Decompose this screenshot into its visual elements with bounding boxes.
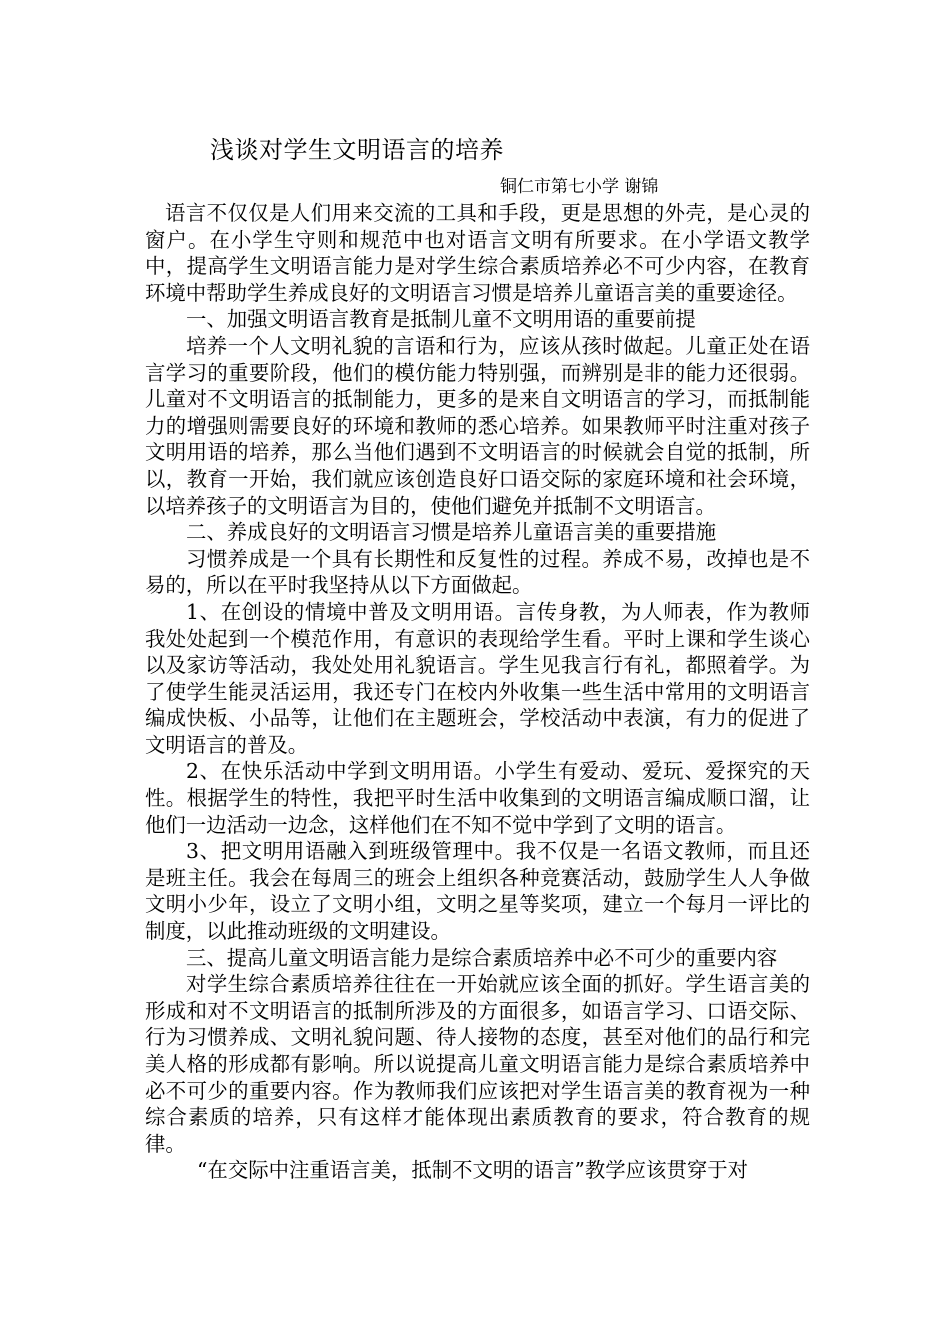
document-title: 浅谈对学生文明语言的培养 bbox=[210, 136, 504, 164]
author-line: 铜仁市第七小学 谢锦 bbox=[500, 177, 659, 197]
paragraph: “在交际中注重语言美，抵制不文明的语言”教学应该贯穿于对 bbox=[197, 1158, 749, 1183]
paragraph: 培养一个人文明礼貌的言语和行为，应该从孩时做起。儿童正处在语言学习的重要阶段，他们的模仿能力特别强，而辨别是非的能力还很弱。儿童对不文明语言的抵制能力，更多的是来自文明语言的学习，而抵制能力的增强则需要良好的环境和教师的悉心培养。如果教师平时注重对孩子文明用语的培养，那么当他们遇到不文明语言的时候就会自觉的抵制，所以，教育一开始，我们就应该创造良好口语交际的家庭环境和社会环境，以培养孩子的文明语言为目的，使他们避免并抵制不文明语言。 bbox=[145, 333, 810, 518]
paragraph: 1、在创设的情境中普及文明用语。言传身教，为人师表，作为教师我处处起到一个模范作用，有意识的表现给学生看。平时上课和学生谈心以及家访等活动，我处处用礼貌语言。学生见我言行有礼，都照着学。为了使学生能灵活运用，我还专门在校内外收集一些生活中常用的文明语言编成快板、小品等，让他们在主题班会，学校活动中表演，有力的促进了文明语言的普及。 bbox=[145, 599, 810, 757]
section-heading-1: 一、加强文明语言教育是抵制儿童不文明用语的重要前提 bbox=[186, 307, 696, 332]
paragraph: 对学生综合素质培养往往在一开始就应该全面的抓好。学生语言美的形成和对不文明语言的抵制所涉及的方面很多，如语言学习、口语交际、行为习惯养成、文明礼貌问题、待人接物的态度，甚至对他们的品行和完美人格的形成都有影响。所以说提高儿童文明语言能力是综合素质培养中必不可少的重要内容。作为教师我们应该把对学生语言美的教育视为一种综合素质的培养，只有这样才能体现出素质教育的要求，符合教育的规律。 bbox=[145, 972, 810, 1156]
paragraph: 习惯养成是一个具有长期性和反复性的过程。养成不易，改掉也是不易的，所以在平时我坚持从以下方面做起。 bbox=[145, 546, 810, 598]
section-heading-2: 二、养成良好的文明语言习惯是培养儿童语言美的重要措施 bbox=[186, 520, 717, 545]
paragraph: 2、在快乐活动中学到文明用语。小学生有爱动、爱玩、爱探究的天性。根据学生的特性，我把平时生活中收集到的文明语言编成顺口溜，让他们一边活动一边念，这样他们在不知不觉中学到了文明的语言。 bbox=[145, 759, 810, 837]
paragraph: 3、把文明用语融入到班级管理中。我不仅是一名语文教师，而且还是班主任。我会在每周三的班会上组织各种竞赛活动，鼓励学生人人争做文明小少年，设立了文明小组，文明之星等奖项，建立一个每月一评比的制度，以此推动班级的文明建设。 bbox=[145, 839, 810, 944]
section-heading-3: 三、提高儿童文明语言能力是综合素质培养中必不可少的重要内容 bbox=[186, 945, 778, 970]
paragraph-intro: 语言不仅仅是人们用来交流的工具和手段，更是思想的外壳，是心灵的窗户。在小学生守则和规范中也对语言文明有所要求。在小学语文教学中，提高学生文明语言能力是对学生综合素质培养必不可少内容，在教育环境中帮助学生养成良好的文明语言习惯是培养儿童语言美的重要途径。 bbox=[145, 201, 810, 305]
document-body bbox=[145, 200, 810, 1184]
